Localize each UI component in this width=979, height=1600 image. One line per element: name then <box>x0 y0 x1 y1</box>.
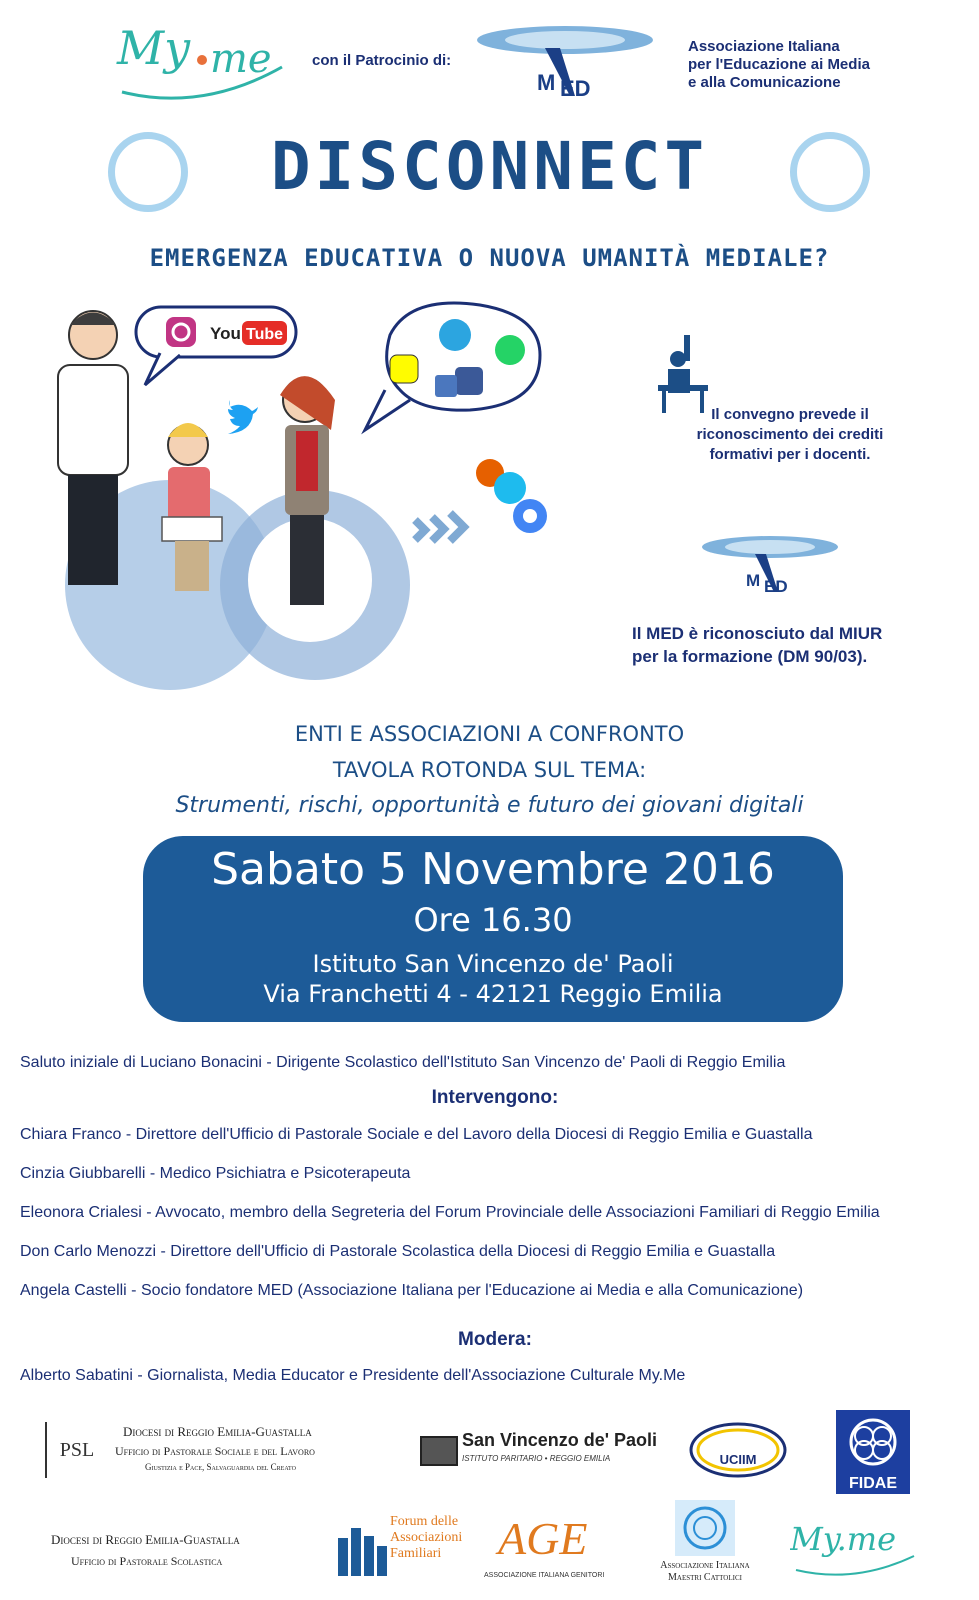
greeting-line: Saluto iniziale di Luciano Bonacini - Dirigente Scolastico dell'Istituto San Vincenzo de' Paoli di Reggio Emilia <box>20 1054 786 1071</box>
illustration <box>40 295 620 695</box>
association-name <box>688 38 908 92</box>
aimc-text <box>638 1560 772 1584</box>
svg-text:ED: ED <box>560 76 591 100</box>
aimc-line-2: Maestri Cattolici <box>668 1572 742 1583</box>
patronage-label: con il Patrocinio di: <box>312 52 452 69</box>
speaker-line: Angela Castelli - Socio fondatore MED (Associazione Italiana per l'Educazione ai Media e alla Comunicazione) <box>20 1282 804 1299</box>
credits-line-3: formativi per i docenti. <box>709 446 871 463</box>
uciim-text: UCIIM <box>719 1452 757 1467</box>
diocese-social-line-1: Diocesi di Reggio Emilia-Guastalla <box>123 1424 312 1439</box>
diocese-school-line-2: Ufficio di Pastorale Scolastica <box>71 1554 223 1568</box>
youtube-tube-text: Tube <box>246 326 284 343</box>
age-logo <box>484 1512 624 1588</box>
svg-text:M: M <box>537 70 556 95</box>
diocese-school-logo <box>45 1530 315 1574</box>
roundtable-theme: Strumenti, rischi, opportunità e futuro dei giovani digitali <box>175 793 804 818</box>
enti-line-1: ENTI E ASSOCIAZIONI A CONFRONTO <box>294 722 685 746</box>
moderator-heading: Modera: <box>458 1329 532 1350</box>
forum-line-1: Forum delle <box>390 1514 459 1529</box>
med-logo <box>475 18 655 100</box>
aimc-line-1: Associazione Italiana <box>660 1560 750 1571</box>
teacher-icon <box>656 335 716 415</box>
fidae-text: FIDAE <box>849 1475 897 1492</box>
svg-text:My: My <box>117 21 191 75</box>
svp-sub: ISTITUTO PARITARIO • REGGIO EMILIA <box>462 1454 611 1463</box>
moderator-line: Alberto Sabatini - Giornalista, Media Educator e Presidente dell'Associazione Culturale My.Me <box>20 1367 686 1384</box>
roundtable-intro <box>0 716 979 824</box>
med-note-line-1: Il MED è riconosciuto dal MIUR <box>632 624 883 643</box>
med-logo-small <box>700 532 840 594</box>
association-line-1: Associazione Italiana <box>688 38 840 55</box>
building-icon <box>420 1436 458 1466</box>
svg-text:M: M <box>746 571 761 590</box>
page-title: DISCONNECT <box>270 128 709 205</box>
diocese-social-line-3: Giustizia e Pace, Salvaguardia del Creato <box>145 1462 296 1472</box>
svg-text:ED: ED <box>764 577 788 594</box>
san-vincenzo-logo <box>420 1428 660 1474</box>
event-banner <box>143 836 843 1022</box>
myme-bottom-text: My.me <box>790 1520 897 1558</box>
age-mark: AGE <box>498 1513 588 1564</box>
forum-line-3: Familiari <box>390 1546 442 1561</box>
forum-line-2: Associazioni <box>390 1530 463 1545</box>
svp-name: San Vincenzo de' Paoli <box>462 1430 658 1450</box>
event-date: Sabato 5 Novembre 2016 <box>211 844 775 895</box>
aimc-logo <box>638 1500 772 1592</box>
event-time: Ore 16.30 <box>413 901 573 939</box>
fidae-logo <box>836 1410 910 1494</box>
diocese-social-line-2: Ufficio di Pastorale Sociale e del Lavoro <box>115 1444 315 1458</box>
uciim-logo <box>688 1420 788 1480</box>
association-line-2: per l'Educazione ai Media <box>688 56 870 73</box>
svg-text:me: me <box>210 36 272 82</box>
speaker-line: Chiara Franco - Direttore dell'Ufficio di Pastorale Sociale e del Lavoro della Diocesi di Reggio Emilia e Guastalla <box>20 1126 813 1143</box>
psl-mark: PSL <box>45 1422 107 1478</box>
diocese-school-line-1: Diocesi di Reggio Emilia-Guastalla <box>51 1532 240 1547</box>
credits-line-1: Il convegno prevede il <box>711 406 869 423</box>
speaker-line: Cinzia Giubbarelli - Medico Psichiatra e Psicoterapeuta <box>20 1165 411 1182</box>
page-subtitle: EMERGENZA EDUCATIVA O NUOVA UMANITÀ MEDIALE? <box>149 244 830 272</box>
speakers-heading: Intervengono: <box>431 1087 559 1108</box>
med-recognition-note <box>632 622 932 668</box>
association-line-3: e alla Comunicazione <box>688 74 841 91</box>
forum-text <box>390 1514 462 1562</box>
event-address: Via Franchetti 4 - 42121 Reggio Emilia <box>263 980 723 1008</box>
forum-famiglie-logo <box>336 1508 476 1584</box>
credits-note <box>680 405 900 465</box>
enti-line-2: TAVOLA ROTONDA SUL TEMA: <box>332 758 647 782</box>
event-venue: Istituto San Vincenzo de' Paoli <box>312 950 674 978</box>
myme-logo-bottom <box>790 1518 920 1580</box>
credits-line-2: riconoscimento dei crediti <box>696 426 884 443</box>
youtube-you-text: You <box>210 324 241 343</box>
program-list <box>20 1054 970 1394</box>
diocese-social-logo <box>45 1418 405 1480</box>
speaker-line: Don Carlo Menozzi - Direttore dell'Ufficio di Pastorale Scolastica della Diocesi di Reggio Emilia e Guastalla <box>20 1243 776 1260</box>
speaker-line: Eleonora Crialesi - Avvocato, membro della Segreteria del Forum Provinciale delle Associazioni Familiari di Reggio Emilia <box>20 1204 880 1221</box>
myme-logo <box>112 12 292 107</box>
age-sub: ASSOCIAZIONE ITALIANA GENITORI <box>484 1572 605 1579</box>
med-note-line-2: per la formazione (DM 90/03). <box>632 647 868 666</box>
